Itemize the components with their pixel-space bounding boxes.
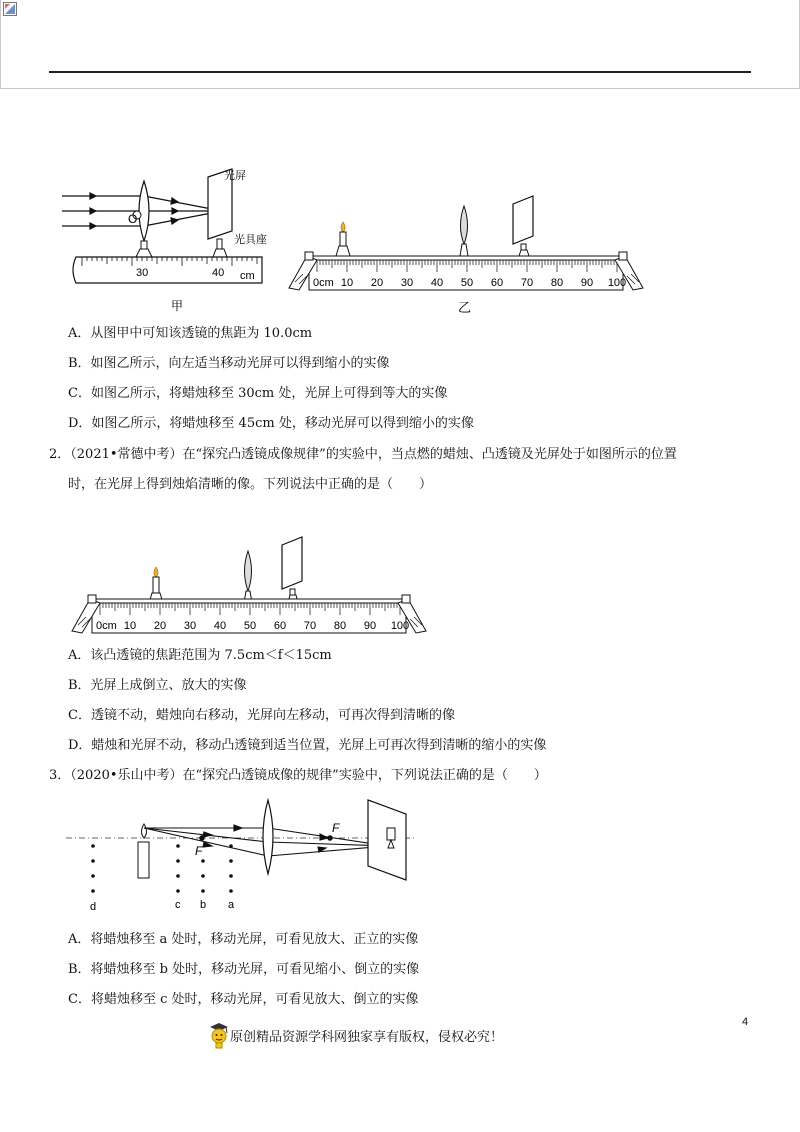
bench-yi-tick-label: 40 [430, 277, 444, 289]
q1-option-d: D．如图乙所示，将蜡烛移至 45cm 处，移动光屏可以得到缩小的实像 [68, 416, 474, 431]
bench-q2-tick-label: 0cm [96, 620, 117, 632]
bench-yi-tick-label: 60 [490, 277, 504, 289]
figure-yi [287, 190, 647, 315]
bench-q2-tick-label: 10 [123, 620, 137, 632]
q2-stem-line2: 时，在光屏上得到烛焰清晰的像。下列说法中正确的是（ ） [68, 477, 433, 492]
q3-option-a: A．将蜡烛移至 a 处时，移动光屏，可看见放大、正立的实像 [68, 932, 419, 947]
position-dot [176, 844, 180, 848]
q2-option-a: A．该凸透镜的焦距范围为 7.5cm＜f＜15cm [68, 648, 332, 663]
position-dot [91, 844, 95, 848]
position-dot [201, 874, 205, 878]
bench-q2-tick-label: 40 [213, 620, 227, 632]
q1-option-c: C．如图乙所示，将蜡烛移至 30cm 处，光屏上可得到等大的实像 [68, 386, 448, 401]
focus-label-right: F [332, 821, 340, 835]
figure-q2 [70, 533, 430, 638]
focus-label-left: F [195, 844, 203, 858]
point-d-label: d [90, 901, 97, 913]
position-dot [91, 889, 95, 893]
bench-q2-tick-label: 20 [153, 620, 167, 632]
position-dot [91, 874, 95, 878]
position-dot [201, 889, 205, 893]
q2-option-b: B．光屏上成倒立、放大的实像 [68, 678, 247, 693]
tick-30: 30 [136, 267, 149, 279]
position-dot [176, 874, 180, 878]
caption-yi: 乙 [458, 300, 472, 315]
bench-q2-tick-label: 100 [390, 620, 410, 632]
base-label: 光具座 [234, 234, 267, 246]
position-dot [91, 859, 95, 863]
lens-center-label: O [128, 212, 138, 226]
position-dot [201, 859, 205, 863]
point-a-label: a [228, 899, 235, 911]
bench-yi-tick-label: 80 [550, 277, 564, 289]
screen-label: 光屏 [224, 170, 246, 182]
q3-option-c: C．将蜡烛移至 c 处时，移动光屏，可看见放大、倒立的实像 [68, 992, 419, 1007]
tick-unit: cm [240, 270, 255, 282]
point-c-label: c [175, 899, 181, 911]
position-dot [176, 889, 180, 893]
bench-yi-tick-label: 70 [520, 277, 534, 289]
footer-copyright: 原创精品资源学科网独家享有版权，侵权必究！ [230, 1029, 504, 1045]
q1-option-a: A．从图甲中可知该透镜的焦距为 10.0cm [68, 326, 313, 341]
q1-option-b: B．如图乙所示，向左适当移动光屏可以得到缩小的实像 [68, 356, 390, 371]
position-dot [176, 859, 180, 863]
position-dot [229, 859, 233, 863]
bench-yi-tick-label: 10 [340, 277, 354, 289]
position-dot [229, 874, 233, 878]
q3-option-b: B．将蜡烛移至 b 处时，移动光屏，可看见缩小、倒立的实像 [68, 962, 420, 977]
page-number: 4 [742, 1016, 749, 1028]
bench-q2-tick-label: 70 [303, 620, 317, 632]
header-rule [49, 71, 751, 73]
bench-yi-tick-label: 20 [370, 277, 384, 289]
bench-yi-tick-label: 100 [607, 277, 627, 289]
tick-40: 40 [212, 267, 225, 279]
bench-yi-tick-label: 30 [400, 277, 414, 289]
q2-stem-line1: 2．（2021•常德中考）在“探究凸透镜成像规律”的实验中，当点燃的蜡烛、凸透镜及光屏处于如图所示的位置 [49, 447, 677, 462]
figure-q3 [62, 792, 422, 917]
footer [208, 1020, 503, 1050]
mascot-icon [208, 1021, 230, 1049]
bench-yi-tick-label: 0cm [313, 277, 334, 289]
bench-yi-tick-label: 90 [580, 277, 594, 289]
bench-q2-tick-label: 30 [183, 620, 197, 632]
broken-image-icon [3, 2, 17, 16]
bench-q2-tick-label: 60 [273, 620, 287, 632]
q2-option-c: C．透镜不动，蜡烛向右移动，光屏向左移动，可再次得到清晰的像 [68, 708, 455, 723]
figure-jia [62, 165, 272, 315]
caption-jia: 甲 [171, 299, 184, 313]
position-dot [229, 844, 233, 848]
bench-q2-tick-label: 80 [333, 620, 347, 632]
bench-q2-tick-label: 90 [363, 620, 377, 632]
bench-q2-tick-label: 50 [243, 620, 257, 632]
page-header [0, 0, 800, 89]
q2-option-d: D．蜡烛和光屏不动，移动凸透镜到适当位置，光屏上可再次得到清晰的缩小的实像 [68, 738, 547, 753]
point-b-label: b [200, 899, 207, 911]
q3-stem-line1: 3．（2020•乐山中考）在“探究凸透镜成像的规律”实验中，下列说法正确的是（ ） [49, 768, 547, 783]
bench-yi-tick-label: 50 [460, 277, 474, 289]
position-dot [229, 889, 233, 893]
